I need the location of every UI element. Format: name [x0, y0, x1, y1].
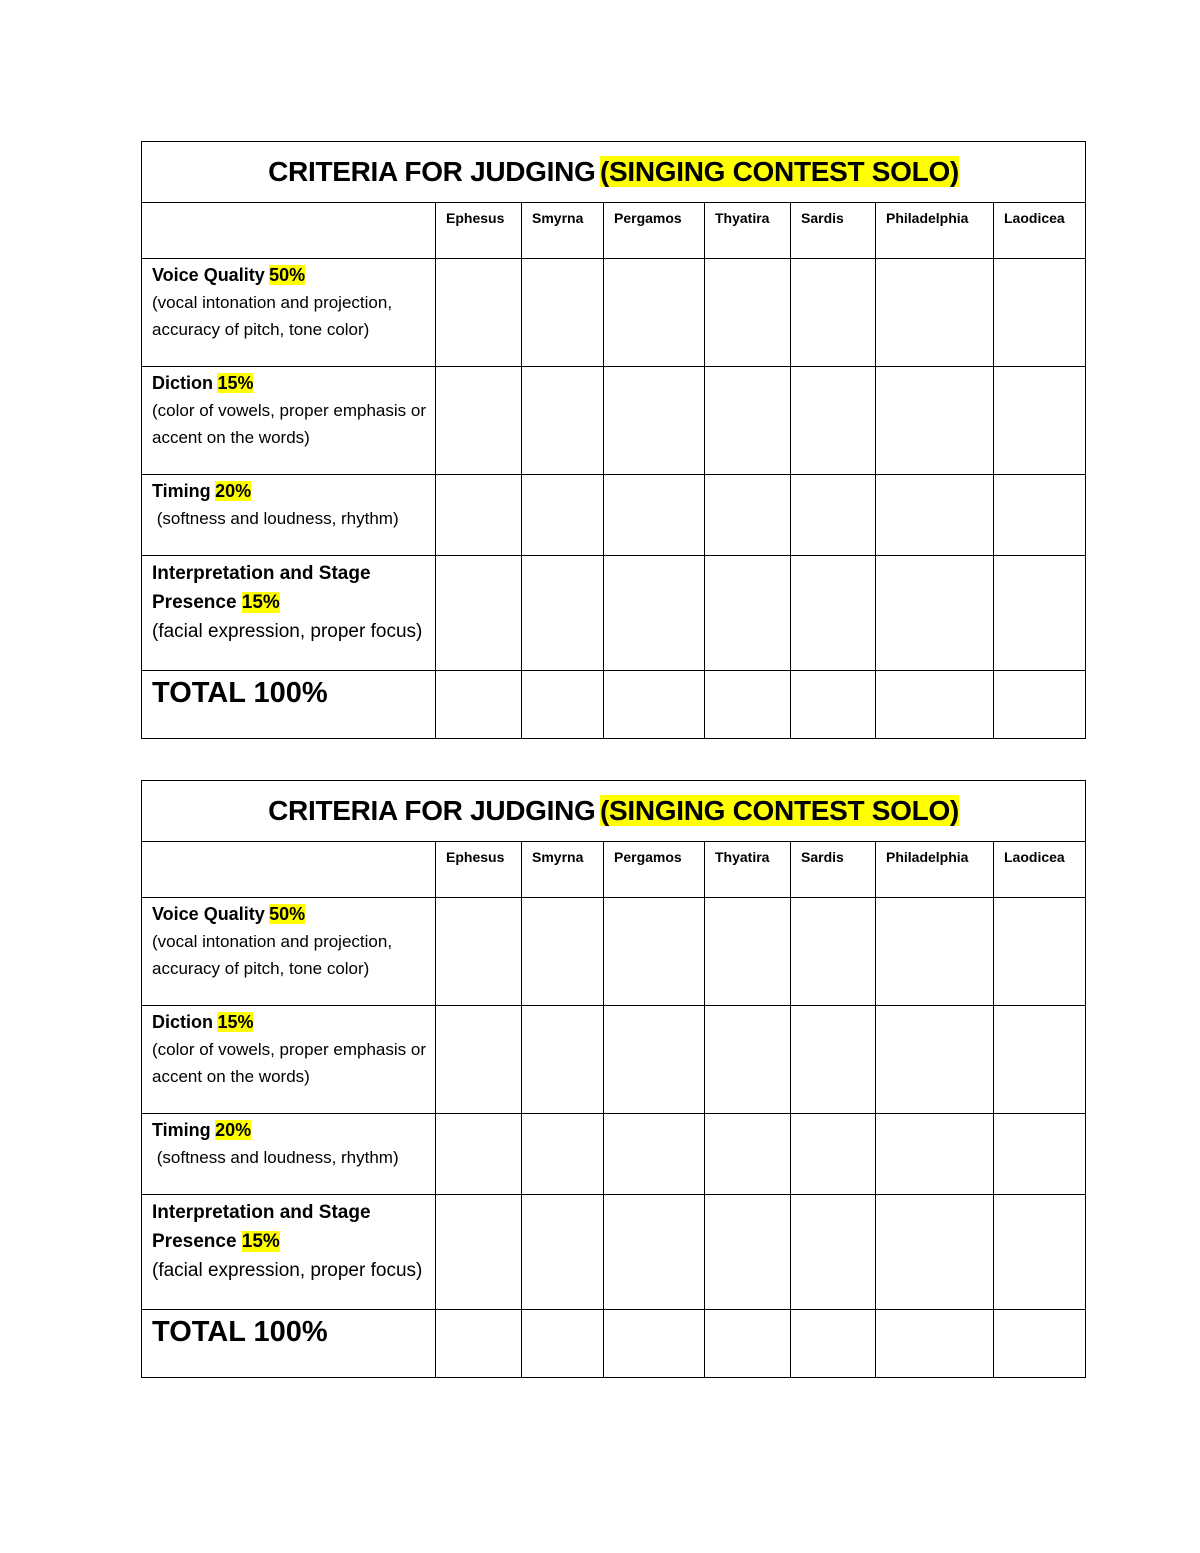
- total-label: TOTAL 100%: [152, 1316, 328, 1348]
- group-pergamos: Pergamos: [604, 203, 705, 259]
- score-cell[interactable]: [522, 556, 604, 671]
- title-highlight: (SINGING CONTEST SOLO): [600, 795, 959, 826]
- total-cell[interactable]: [876, 671, 994, 739]
- total-row: [142, 1310, 1086, 1378]
- score-cell[interactable]: [791, 367, 876, 475]
- score-cell[interactable]: [522, 1114, 604, 1195]
- score-cell[interactable]: [791, 475, 876, 556]
- score-cell[interactable]: [705, 475, 791, 556]
- criterion-description: (softness and loudness, rhythm): [152, 509, 399, 528]
- criterion-label: [142, 1006, 436, 1114]
- score-cell[interactable]: [522, 259, 604, 367]
- score-cell[interactable]: [705, 1195, 791, 1310]
- title-prefix: CRITERIA FOR JUDGING: [268, 156, 596, 187]
- group-ephesus: Ephesus: [436, 203, 522, 259]
- total-cell[interactable]: [604, 1310, 705, 1378]
- score-cell[interactable]: [604, 1114, 705, 1195]
- criterion-row-voice-quality: [142, 898, 1086, 1006]
- score-cell[interactable]: [522, 898, 604, 1006]
- score-cell[interactable]: [994, 367, 1086, 475]
- criterion-label: [142, 475, 436, 556]
- total-cell[interactable]: [522, 1310, 604, 1378]
- score-cell[interactable]: [705, 367, 791, 475]
- criterion-weight: 50%: [269, 904, 306, 924]
- group-laodicea: Laodicea: [994, 203, 1086, 259]
- criterion-description: (color of vowels, proper emphasis or accent on the words): [152, 401, 427, 447]
- group-sardis: Sardis: [791, 842, 876, 898]
- criterion-name: Interpretation and Stage Presence: [152, 563, 371, 613]
- criterion-row-voice-quality: [142, 259, 1086, 367]
- group-header-blank: [142, 842, 436, 898]
- total-cell[interactable]: [705, 1310, 791, 1378]
- score-cell[interactable]: [705, 259, 791, 367]
- criterion-name: Timing: [152, 1120, 211, 1140]
- score-cell[interactable]: [876, 367, 994, 475]
- score-cell[interactable]: [791, 1195, 876, 1310]
- criterion-weight: 20%: [215, 1120, 252, 1140]
- score-cell[interactable]: [994, 556, 1086, 671]
- criterion-weight: 15%: [241, 592, 280, 613]
- criterion-label: [142, 259, 436, 367]
- score-cell[interactable]: [705, 898, 791, 1006]
- total-label: TOTAL 100%: [152, 677, 328, 709]
- criterion-weight: 15%: [241, 1231, 280, 1252]
- total-cell[interactable]: [876, 1310, 994, 1378]
- criterion-weight: 50%: [269, 265, 306, 285]
- criterion-row-interpretation: [142, 556, 1086, 671]
- criterion-name: Diction: [152, 1012, 213, 1032]
- total-cell[interactable]: [436, 671, 522, 739]
- table-title: [142, 781, 1086, 842]
- total-cell[interactable]: [705, 671, 791, 739]
- criterion-description: (softness and loudness, rhythm): [152, 1148, 399, 1167]
- score-cell[interactable]: [604, 898, 705, 1006]
- criterion-weight: 15%: [217, 1012, 254, 1032]
- score-cell[interactable]: [994, 1195, 1086, 1310]
- score-cell[interactable]: [604, 556, 705, 671]
- score-cell[interactable]: [436, 1195, 522, 1310]
- group-header-row: [142, 842, 1086, 898]
- score-cell[interactable]: [436, 259, 522, 367]
- score-cell[interactable]: [994, 1006, 1086, 1114]
- criterion-label: [142, 898, 436, 1006]
- judging-criteria-table-2: [141, 780, 1086, 1378]
- criterion-description: (vocal intonation and projection, accuracy of pitch, tone color): [152, 932, 393, 978]
- score-cell[interactable]: [791, 556, 876, 671]
- total-cell[interactable]: [994, 1310, 1086, 1378]
- group-smyrna: Smyrna: [522, 203, 604, 259]
- score-cell[interactable]: [876, 259, 994, 367]
- score-cell[interactable]: [876, 1195, 994, 1310]
- total-cell[interactable]: [522, 671, 604, 739]
- score-cell[interactable]: [705, 1114, 791, 1195]
- score-cell[interactable]: [436, 1006, 522, 1114]
- criterion-weight: 20%: [215, 481, 252, 501]
- score-cell[interactable]: [791, 1114, 876, 1195]
- score-cell[interactable]: [436, 1114, 522, 1195]
- criterion-label: [142, 556, 436, 671]
- score-cell[interactable]: [994, 475, 1086, 556]
- score-cell[interactable]: [791, 259, 876, 367]
- score-cell[interactable]: [791, 898, 876, 1006]
- score-cell[interactable]: [876, 1114, 994, 1195]
- total-cell[interactable]: [994, 671, 1086, 739]
- criterion-name: Interpretation and Stage Presence: [152, 1202, 371, 1252]
- group-pergamos: Pergamos: [604, 842, 705, 898]
- score-cell[interactable]: [705, 1006, 791, 1114]
- total-cell[interactable]: [791, 671, 876, 739]
- criterion-name: Timing: [152, 481, 211, 501]
- score-cell[interactable]: [876, 475, 994, 556]
- score-cell[interactable]: [705, 556, 791, 671]
- criterion-name: Voice Quality: [152, 904, 265, 924]
- table-title: [142, 142, 1086, 203]
- total-label-cell: [142, 1310, 436, 1378]
- total-row: [142, 671, 1086, 739]
- score-cell[interactable]: [604, 259, 705, 367]
- score-cell[interactable]: [791, 1006, 876, 1114]
- criterion-description: (vocal intonation and projection, accuracy of pitch, tone color): [152, 293, 393, 339]
- criterion-label: [142, 1114, 436, 1195]
- criterion-description: (color of vowels, proper emphasis or accent on the words): [152, 1040, 427, 1086]
- criterion-label: [142, 1195, 436, 1310]
- criterion-row-interpretation: [142, 1195, 1086, 1310]
- criterion-description: (facial expression, proper focus): [152, 1260, 423, 1281]
- group-thyatira: Thyatira: [705, 842, 791, 898]
- group-thyatira: Thyatira: [705, 203, 791, 259]
- score-cell[interactable]: [436, 556, 522, 671]
- group-header-row: [142, 203, 1086, 259]
- group-philadelphia: Philadelphia: [876, 203, 994, 259]
- score-cell[interactable]: [522, 475, 604, 556]
- score-cell[interactable]: [436, 475, 522, 556]
- criterion-row-timing: [142, 475, 1086, 556]
- score-cell[interactable]: [604, 475, 705, 556]
- total-cell[interactable]: [604, 671, 705, 739]
- score-cell[interactable]: [604, 1006, 705, 1114]
- criterion-name: Voice Quality: [152, 265, 265, 285]
- score-cell[interactable]: [876, 898, 994, 1006]
- score-cell[interactable]: [522, 1006, 604, 1114]
- score-cell[interactable]: [436, 367, 522, 475]
- group-sardis: Sardis: [791, 203, 876, 259]
- score-cell[interactable]: [522, 1195, 604, 1310]
- score-cell[interactable]: [876, 1006, 994, 1114]
- score-cell[interactable]: [522, 367, 604, 475]
- group-header-blank: [142, 203, 436, 259]
- score-cell[interactable]: [604, 367, 705, 475]
- judging-criteria-table-1: [141, 141, 1086, 739]
- score-cell[interactable]: [436, 898, 522, 1006]
- score-cell[interactable]: [876, 556, 994, 671]
- title-highlight: (SINGING CONTEST SOLO): [600, 156, 959, 187]
- criterion-description: (facial expression, proper focus): [152, 621, 423, 642]
- score-cell[interactable]: [604, 1195, 705, 1310]
- criterion-weight: 15%: [217, 373, 254, 393]
- criterion-name: Diction: [152, 373, 213, 393]
- total-label-cell: [142, 671, 436, 739]
- criterion-row-diction: [142, 367, 1086, 475]
- group-laodicea: Laodicea: [994, 842, 1086, 898]
- score-cell[interactable]: [994, 1114, 1086, 1195]
- criterion-row-timing: [142, 1114, 1086, 1195]
- total-cell[interactable]: [436, 1310, 522, 1378]
- score-cell[interactable]: [994, 259, 1086, 367]
- score-cell[interactable]: [994, 898, 1086, 1006]
- group-ephesus: Ephesus: [436, 842, 522, 898]
- title-prefix: CRITERIA FOR JUDGING: [268, 795, 596, 826]
- total-cell[interactable]: [791, 1310, 876, 1378]
- group-philadelphia: Philadelphia: [876, 842, 994, 898]
- group-smyrna: Smyrna: [522, 842, 604, 898]
- criterion-label: [142, 367, 436, 475]
- criterion-row-diction: [142, 1006, 1086, 1114]
